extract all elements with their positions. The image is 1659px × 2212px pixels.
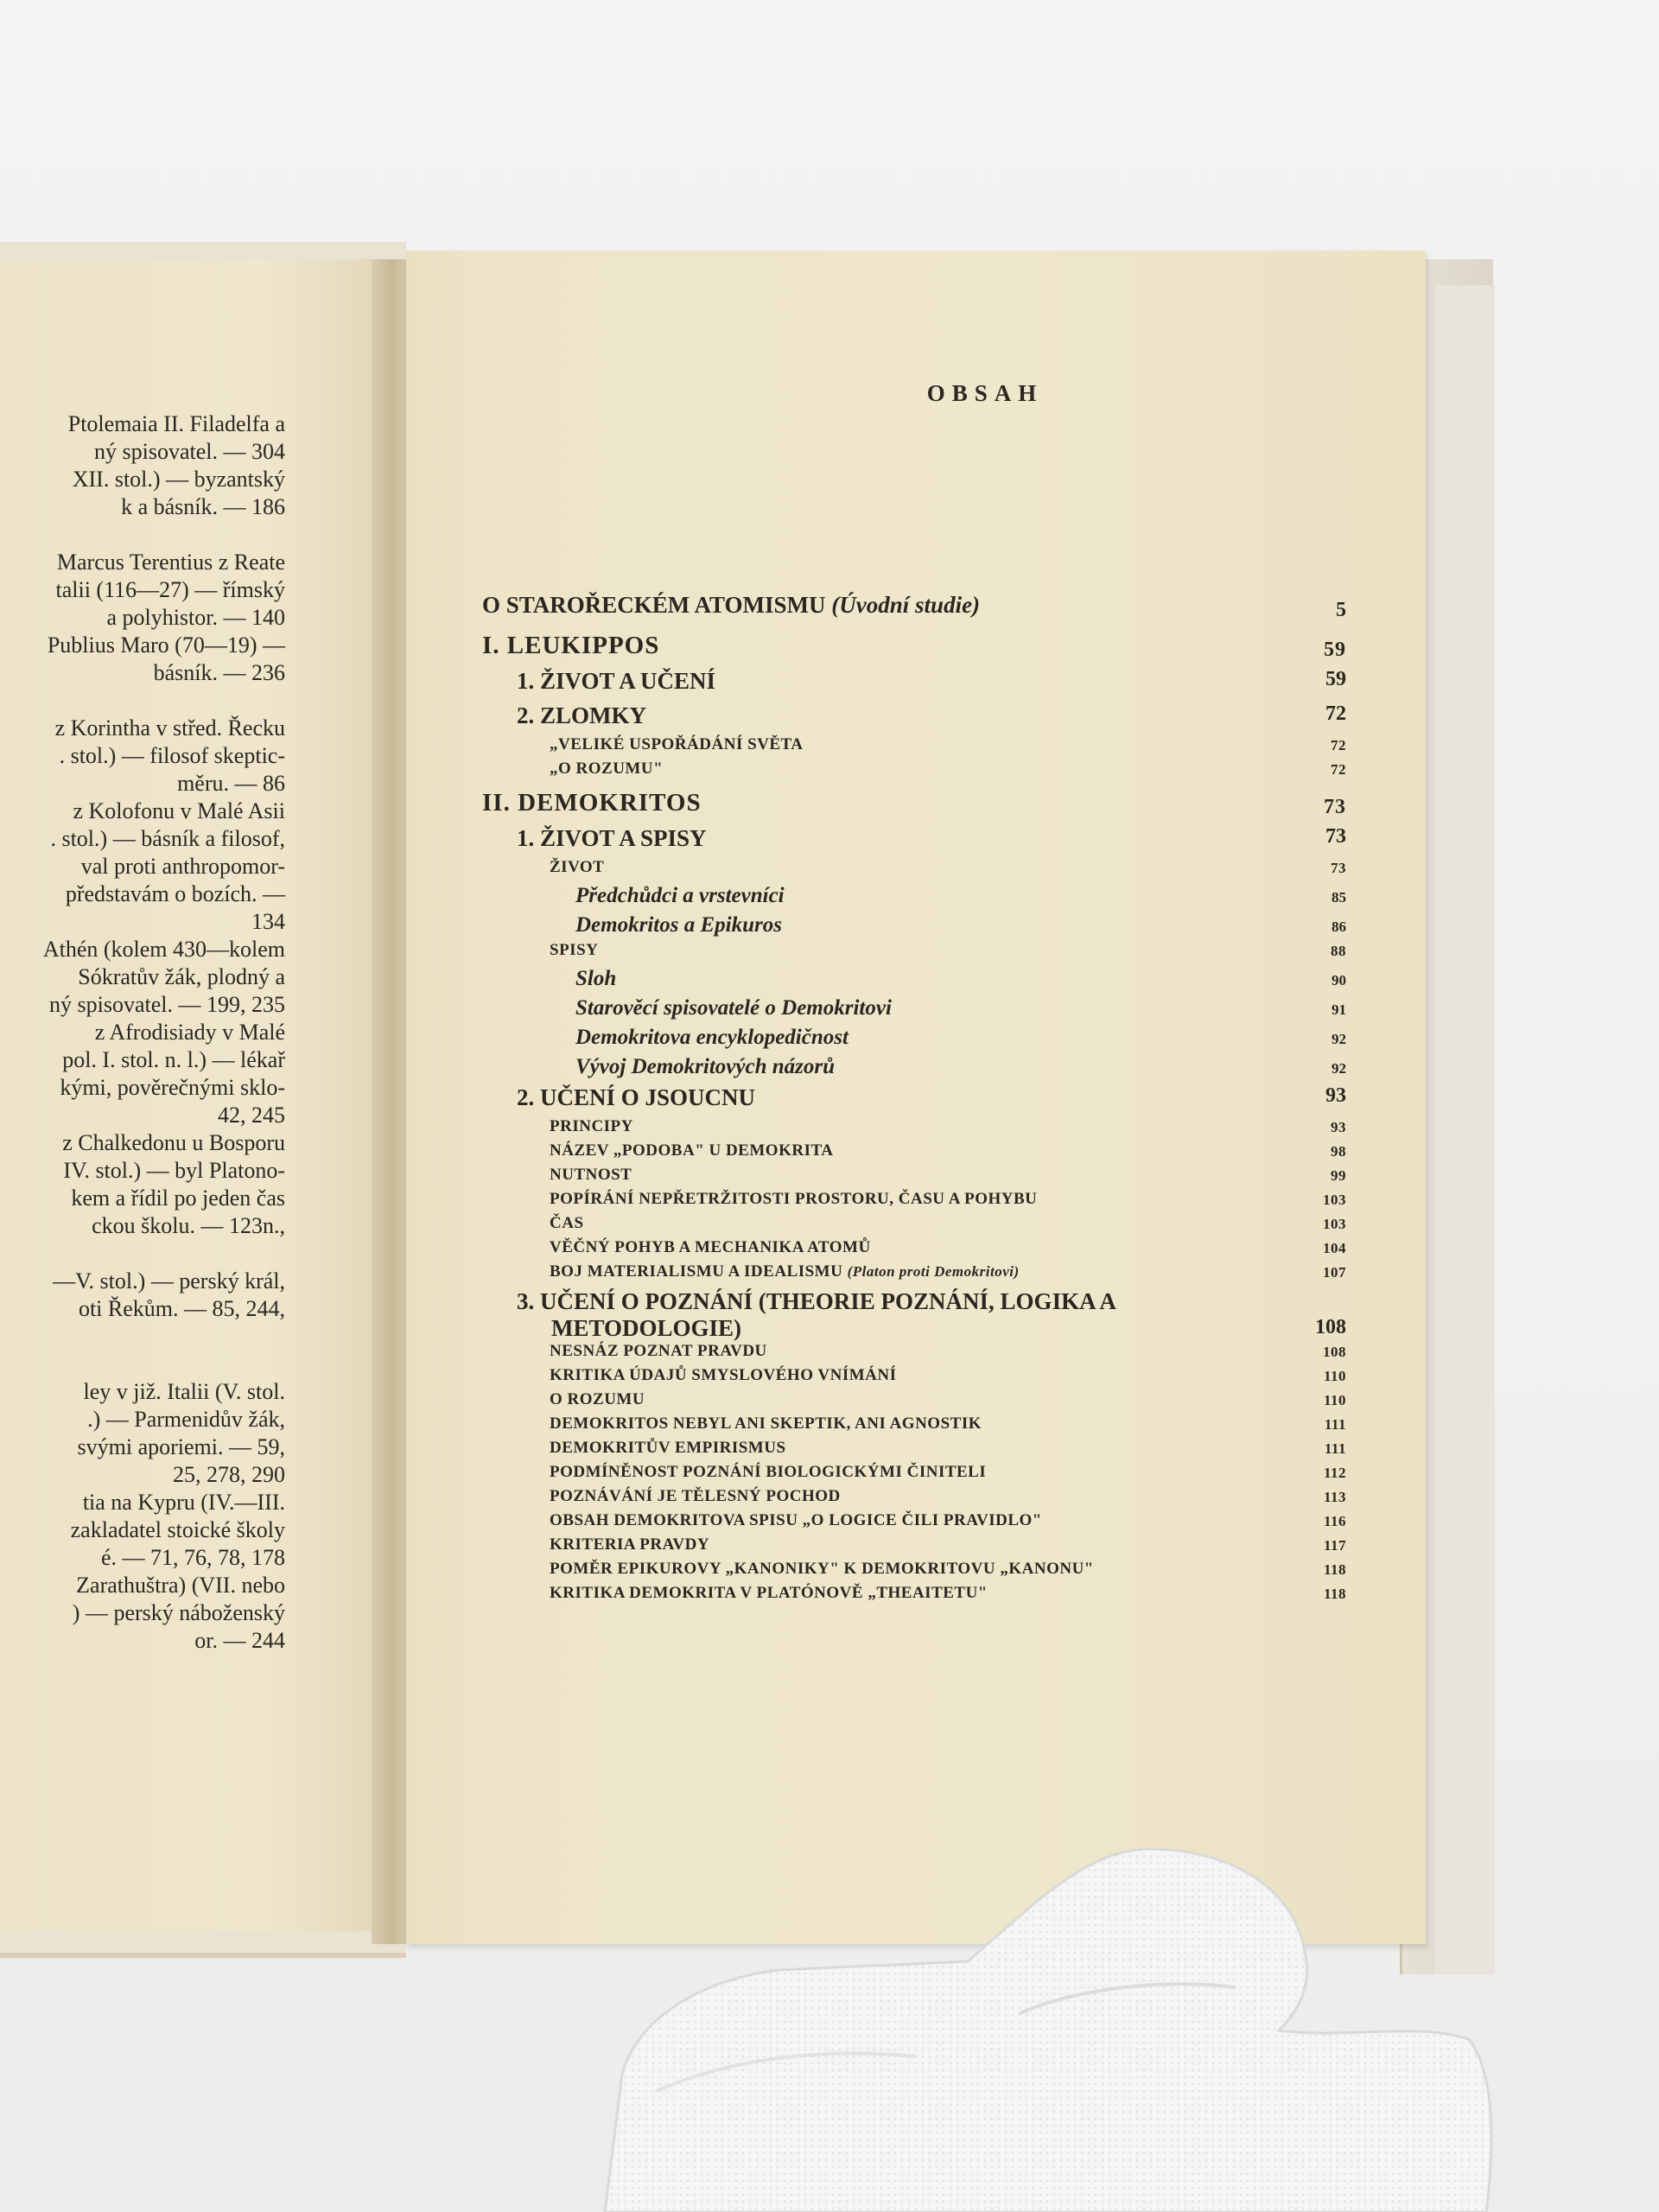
left-page-line: z Korintha v střed. Řecku [54,715,285,741]
toc-entry [482,702,1346,735]
toc-entry [482,825,1346,858]
toc-entry-label: II. DEMOKRITOS [482,789,702,817]
toc-entry-label: O ROZUMU [550,1390,645,1408]
toc-entry [482,632,1346,666]
toc-entry [482,941,1346,965]
toc-entry-label: DEMOKRITOS NEBYL ANI SKEPTIK, ANI AGNOSTIK [550,1414,982,1433]
toc-entry-label: ČAS [550,1214,584,1232]
toc-entry [482,1414,1346,1439]
toc-entry-label: Sloh [575,967,617,990]
toc-entry-label: 1. ŽIVOT A UČENÍ [517,668,716,694]
left-page-line: IV. stol.) — byl Platono- [63,1158,285,1183]
toc-entry [482,1288,1346,1342]
toc-page-number: 113 [1323,1489,1346,1505]
toc-page-number: 111 [1324,1440,1346,1457]
toc-entry [482,967,1346,995]
toc-page-number: 98 [1331,1143,1346,1160]
toc-entry-subtitle: (Úvodní studie) [831,592,981,618]
toc-entry [482,884,1346,912]
left-page-line: ný spisovatel. — 199, 235 [49,992,285,1017]
toc-entry [482,1214,1346,1238]
toc-entry-label: I. LEUKIPPOS [482,632,660,659]
left-page-line: Marcus Terentius z Reate [56,550,285,575]
left-page-line [0,687,285,715]
left-page-line: z Chalkedonu u Bosporu [62,1130,285,1155]
toc-entry [482,1390,1346,1414]
toc-page-number: 118 [1323,1561,1346,1578]
toc-entry-label: PODMÍNĚNOST POZNÁNÍ BIOLOGICKÝMI ČINITELI [550,1463,987,1481]
toc-entry-label: 2. UČENÍ O JSOUCNU [517,1084,756,1110]
toc-page-number: 86 [1332,918,1346,935]
left-page-line: zakladatel stoické školy [70,1517,285,1542]
toc-page-number: 110 [1323,1392,1346,1408]
left-page-line: ) — perský náboženský [72,1600,285,1625]
toc-entry-label: DEMOKRITŮV EMPIRISMUS [550,1439,786,1457]
toc-entry [482,1439,1346,1463]
toc-entry-label: SPISY [550,941,599,959]
toc-page-number: 73 [1325,825,1346,848]
toc-entry-label: „O ROZUMU" [550,760,664,778]
toc-entry-label: KRITERIA PRAVDY [550,1535,710,1554]
left-page-line: Zarathuštra) (VII. nebo [76,1573,285,1598]
left-page [0,259,380,1931]
left-page-line: é. — 71, 76, 78, 178 [100,1545,285,1570]
toc-entry [482,1238,1346,1262]
toc-page-number: 5 [1336,599,1346,621]
toc-entry-label: POMĚR EPIKUROVY „KANONIKY" K DEMOKRITOVU „KANONU" [550,1560,1094,1578]
toc-entry-label: Demokritos a Epikuros [575,913,782,937]
left-page-line: měru. — 86 [177,771,285,796]
left-page-line: k a básník. — 186 [121,494,285,519]
left-page-line: —V. stol.) — perský král, [53,1268,285,1294]
toc-entry [482,1262,1346,1287]
toc-entry-label: Vývoj Demokritových názorů [575,1055,835,1078]
toc-entry [482,1535,1346,1560]
toc-page-number: 72 [1331,761,1346,778]
left-page-line [0,1240,285,1268]
toc-entry [482,1084,1346,1117]
toc-entry [482,735,1346,760]
right-page [406,251,1426,1944]
left-page-line: XII. stol.) — byzantský [72,467,285,492]
toc-entry-subtitle: (Platon proti Demokritovi) [847,1263,1020,1280]
toc-page-number: 108 [1315,1316,1346,1338]
left-page-line: básník. — 236 [153,660,285,685]
toc-entry [482,996,1346,1024]
toc-entry-label: NÁZEV „PODOBA" U DEMOKRITA [550,1141,834,1160]
toc-entry [482,1117,1346,1141]
table-of-contents [482,592,1346,1608]
left-page-line: oti Řekům. — 85, 244, [78,1296,285,1321]
toc-entry [482,789,1346,823]
left-page-line: Athén (kolem 430—kolem [42,937,285,962]
toc-entry [482,858,1346,882]
left-page-line: tia na Kypru (IV.—III. [82,1490,285,1515]
left-page-line: 25, 278, 290 [173,1462,285,1487]
left-page-line: Sókratův žák, plodný a [78,964,285,989]
toc-page-number: 99 [1331,1167,1346,1184]
toc-entry-label: 1. ŽIVOT A SPISY [517,825,707,851]
toc-entry-label: Starověcí spisovatelé o Demokritovi [575,996,892,1020]
toc-page-number: 107 [1323,1264,1346,1281]
toc-entry-label: POZNÁVÁNÍ JE TĚLESNÝ POCHOD [550,1487,841,1505]
toc-entry [482,668,1346,701]
toc-entry [482,1511,1346,1535]
toc-page-number: 103 [1323,1192,1346,1208]
toc-entry [482,1342,1346,1366]
left-page-line: kem a řídil po jeden čas [71,1185,285,1211]
left-page-line: a polyhistor. — 140 [106,605,285,630]
left-page-line: kými, pověrečnými sklo- [60,1075,285,1100]
toc-entry [482,1190,1346,1214]
left-page-line: . stol.) — filosof skeptic- [59,743,285,768]
left-page-line: Ptolemaia II. Filadelfa a [67,411,285,436]
toc-page-number: 85 [1332,889,1346,906]
toc-entry-label: KRITIKA DEMOKRITA V PLATÓNOVĚ „THEAITETU" [550,1584,988,1602]
toc-page-number: 110 [1323,1368,1346,1384]
toc-page-number: 104 [1323,1240,1346,1256]
toc-entry-label: PRINCIPY [550,1117,633,1135]
toc-page-number: 117 [1323,1537,1346,1554]
toc-entry [482,1584,1346,1608]
toc-page-number: 59 [1324,639,1346,661]
toc-entry-label: 2. ZLOMKY [517,702,647,728]
page-title: OBSAH [926,380,1044,406]
toc-entry [482,1463,1346,1487]
toc-entry-label: „VELIKÉ USPOŘÁDÁNÍ SVĚTA [550,735,804,753]
left-page-line: ný spisovatel. — 304 [94,439,285,464]
toc-entry [482,913,1346,941]
toc-entry-label: NESNÁZ POZNAT PRAVDU [550,1342,767,1360]
left-page-line: z Afrodisiady v Malé [94,1020,285,1045]
toc-entry [482,1026,1346,1053]
left-page-line: ley v již. Italii (V. stol. [83,1379,285,1404]
toc-page-number: 93 [1331,1119,1346,1135]
toc-page-number: 111 [1324,1416,1346,1433]
left-page-line [0,1323,285,1351]
toc-entry [482,1166,1346,1190]
toc-entry-label: Demokritova encyklopedičnost [575,1026,849,1049]
toc-entry-label: 3. UČENÍ O POZNÁNÍ (THEORIE POZNÁNÍ, LOGIKA A [517,1288,1116,1314]
toc-page-number: 72 [1331,737,1346,753]
left-page-line: 42, 245 [218,1103,285,1128]
toc-page-number: 73 [1324,796,1346,818]
left-page-line [0,1351,285,1378]
toc-entry [482,760,1346,784]
left-page-line: pol. I. stol. n. l.) — lékař [62,1047,285,1072]
left-page-line: Publius Maro (70—19) — [47,632,285,658]
toc-entry [482,1141,1346,1166]
left-page-line: svými aporiemi. — 59, [77,1434,285,1459]
toc-entry-label: NUTNOST [550,1166,632,1184]
toc-entry [482,1055,1346,1083]
toc-entry-label: OBSAH DEMOKRITOVA SPISU „O LOGICE ČILI PRAVIDLO" [550,1511,1042,1529]
toc-entry [482,1487,1346,1511]
left-page-line: .) — Parmenidův žák, [87,1407,285,1432]
toc-entry-label: BOJ MATERIALISMU A IDEALISMU [550,1262,843,1281]
toc-page-number: 112 [1323,1465,1346,1481]
toc-entry-label: ŽIVOT [550,858,605,876]
book-board-edge [1434,285,1495,1974]
toc-page-number: 103 [1323,1216,1346,1232]
toc-page-number: 91 [1332,1001,1346,1018]
toc-entry [482,1366,1346,1390]
left-page-line: or. — 244 [194,1628,285,1653]
toc-entry-label: VĚČNÝ POHYB A MECHANIKA ATOMŮ [550,1238,871,1256]
toc-entry-label: Předchůdci a vrstevníci [575,884,785,907]
left-page-line: 134 [251,909,285,934]
left-page-line [0,521,285,549]
left-page-line: talii (116—27) — římský [55,577,285,602]
left-page-line: ckou školu. — 123n., [92,1213,285,1238]
toc-page-number: 72 [1325,702,1346,725]
toc-page-number: 118 [1323,1586,1346,1602]
toc-page-number: 59 [1325,668,1346,690]
toc-entry [482,1560,1346,1584]
left-page-line: . stol.) — básník a filosof, [50,826,285,851]
toc-page-number: 88 [1331,943,1346,959]
toc-page-number: 92 [1332,1060,1346,1077]
toc-entry [482,592,1346,626]
toc-page-number: 92 [1332,1031,1346,1047]
toc-page-number: 73 [1331,860,1346,876]
left-page-line: představám o bozích. — [65,881,285,906]
left-page-text [0,410,285,1655]
toc-entry-label: O STAROŘECKÉM ATOMISMU [482,592,826,618]
left-page-line: z Kolofonu v Malé Asii [73,798,285,823]
toc-page-number: 108 [1323,1344,1346,1360]
left-page-line: val proti anthropomor- [80,854,285,879]
toc-page-number: 93 [1325,1084,1346,1107]
toc-entry-label: KRITIKA ÚDAJŮ SMYSLOVÉHO VNÍMÁNÍ [550,1366,897,1384]
toc-page-number: 116 [1323,1513,1346,1529]
toc-entry-label-continued: METODOLOGIE) [551,1315,742,1341]
toc-page-number: 90 [1332,972,1346,988]
toc-entry-label: POPÍRÁNÍ NEPŘETRŽITOSTI PROSTORU, ČASU A POHYBU [550,1190,1038,1208]
